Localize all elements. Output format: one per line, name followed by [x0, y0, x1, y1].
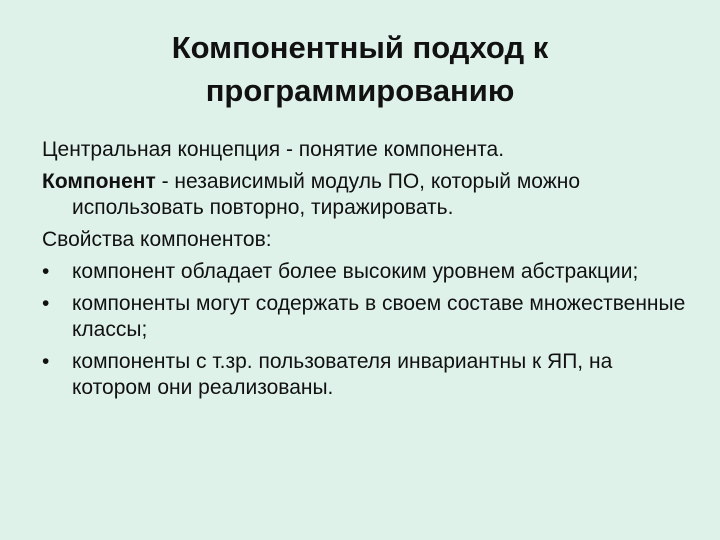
properties-heading: Свойства компонентов:	[42, 228, 272, 251]
bullet-text: компоненты с т.зр. пользователя инвариантны к ЯП, на котором они реализованы.	[72, 350, 613, 399]
bullet-text: компоненты могут содержать в своем составе множественные классы;	[72, 292, 686, 341]
definition-term: Компонент	[42, 170, 156, 193]
bullet-text: компонент обладает более высоким уровнем абстракции;	[72, 260, 639, 283]
bullet-item	[42, 259, 692, 285]
bullet-item	[42, 349, 692, 401]
title-line-1: Компонентный подход к	[171, 30, 549, 65]
slide-title	[40, 26, 680, 112]
slide-body	[42, 137, 692, 407]
bullet-marker: •	[42, 350, 50, 373]
definition-paragraph	[42, 169, 692, 221]
bullet-marker: •	[42, 292, 50, 315]
title-line-2: программированию	[205, 73, 515, 108]
intro-paragraph: Центральная концепция - понятие компонента.	[42, 138, 505, 161]
bullet-marker: •	[42, 260, 50, 283]
definition-text: - независимый модуль ПО, который можно использовать повторно, тиражировать.	[72, 170, 581, 219]
bullet-item	[42, 291, 692, 343]
